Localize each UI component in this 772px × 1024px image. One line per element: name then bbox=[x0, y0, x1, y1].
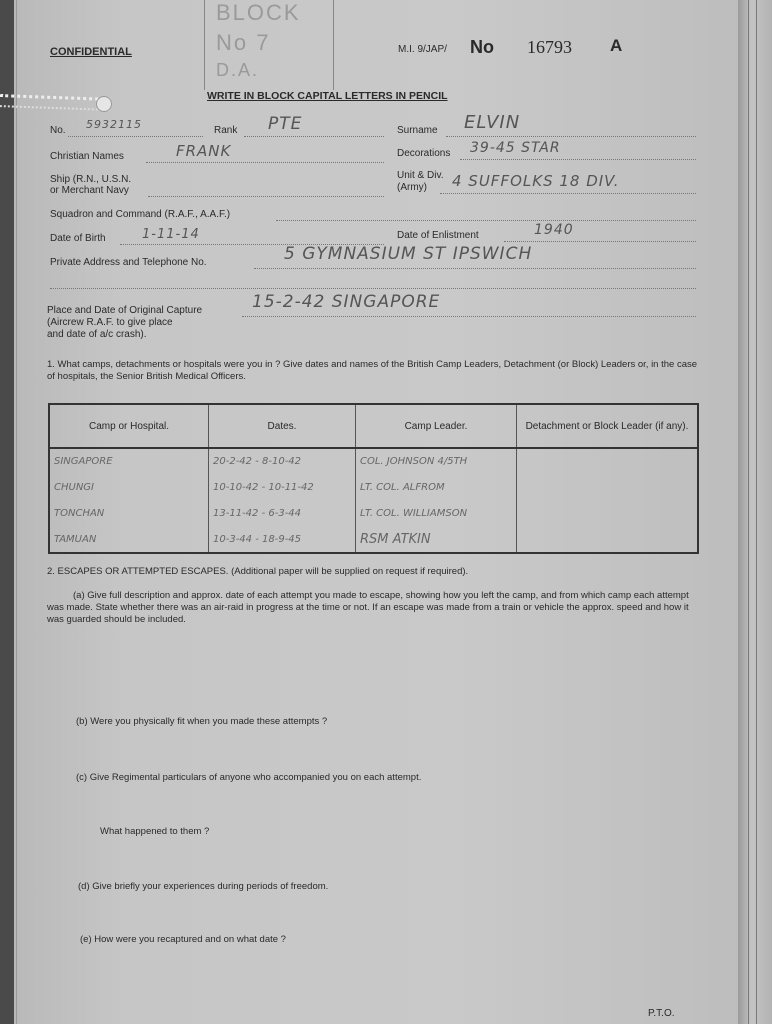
capture-label: Place and Date of Original Capture bbox=[47, 305, 203, 316]
unit-label-2: (Army) bbox=[397, 182, 427, 193]
page-edge bbox=[748, 0, 749, 1024]
camps-table bbox=[48, 403, 699, 554]
confidential-label: CONFIDENTIAL bbox=[50, 46, 132, 58]
question-2-title: 2. ESCAPES OR ATTEMPTED ESCAPES. (Additional paper will be supplied on request if required). bbox=[47, 566, 469, 577]
detachment-cell bbox=[517, 500, 699, 526]
leader-cell: RSM ATKIN bbox=[356, 526, 517, 553]
question-1: 1. What camps, detachments or hospitals were you in ? Give dates and names of the British Camp Leaders, Detachment (or Block) Leaders or, in the case of hospitals, the Senior British Medical Officers. bbox=[47, 359, 698, 382]
table-row bbox=[49, 475, 698, 501]
question-2c-followup: What happened to them ? bbox=[100, 826, 210, 837]
unit-value: 4 SUFFOLKS 18 DIV. bbox=[452, 172, 620, 190]
underlying-sheet bbox=[738, 0, 772, 1024]
address-label: Private Address and Telephone No. bbox=[50, 257, 207, 268]
dates-cell: 10-10-42 - 10-11-42 bbox=[209, 475, 356, 501]
dates-cell: 13-11-42 - 6-3-44 bbox=[209, 500, 356, 526]
question-2a: (a) Give full description and approx. date of each attempt you made to escape, showing how you left the camp, and from which camp each attempt was made. State whether there was an air-raid in progress at the time or not. If an escape was made from a train or vehicle the approx. speed and how it was guarded should be included. bbox=[47, 590, 689, 625]
surname-label: Surname bbox=[397, 125, 438, 136]
page-edge bbox=[16, 0, 17, 1024]
stamp-line: D.A. bbox=[216, 60, 260, 80]
dob-label: Date of Birth bbox=[50, 233, 106, 244]
instruction-heading: WRITE IN BLOCK CAPITAL LETTERS IN PENCIL bbox=[207, 90, 448, 102]
no-label: No bbox=[470, 37, 494, 57]
camp-cell: SINGAPORE bbox=[49, 448, 209, 475]
dates-cell: 20-2-42 - 8-10-42 bbox=[209, 448, 356, 475]
surname-value: ELVIN bbox=[464, 112, 521, 133]
pto-label: P.T.O. bbox=[648, 1008, 675, 1019]
col-camp-header: Camp or Hospital. bbox=[49, 404, 209, 448]
question-2d: (d) Give briefly your experiences during periods of freedom. bbox=[78, 881, 329, 892]
squadron-label: Squadron and Command (R.A.F., A.A.F.) bbox=[50, 209, 231, 220]
camp-cell: TONCHAN bbox=[49, 500, 209, 526]
christian-names-value: FRANK bbox=[176, 142, 232, 160]
form-number: 16793 bbox=[527, 37, 572, 57]
capture-label-3: and date of a/c crash). bbox=[47, 329, 147, 340]
enlistment-label: Date of Enlistment bbox=[397, 230, 479, 241]
mi9-ref: M.I. 9/JAP/ bbox=[398, 44, 447, 55]
leader-cell: COL. JOHNSON 4/5TH bbox=[356, 448, 517, 475]
form-series: A bbox=[610, 36, 623, 55]
table-row bbox=[49, 448, 698, 475]
dob-value: 1-11-14 bbox=[142, 227, 200, 242]
rank-value: PTE bbox=[268, 114, 303, 134]
christian-names-label: Christian Names bbox=[50, 151, 124, 162]
question-2e: (e) How were you recaptured and on what date ? bbox=[80, 934, 286, 945]
question-2b: (b) Were you physically fit when you made these attempts ? bbox=[76, 716, 328, 727]
unit-label: Unit & Div. bbox=[397, 170, 444, 181]
col-detachment-header: Detachment or Block Leader (if any). bbox=[517, 404, 699, 448]
enlistment-value: 1940 bbox=[534, 222, 574, 238]
capture-label-2: (Aircrew R.A.F. to give place bbox=[47, 317, 173, 328]
camp-cell: TAMUAN bbox=[49, 526, 209, 553]
table-row bbox=[49, 526, 698, 553]
detachment-cell bbox=[517, 526, 699, 553]
rank-label: Rank bbox=[214, 125, 238, 136]
no-field-value: 5932115 bbox=[86, 118, 142, 131]
table-row bbox=[49, 500, 698, 526]
address-value: 5 GYMNASIUM ST IPSWICH bbox=[284, 244, 533, 264]
col-leader-header: Camp Leader. bbox=[356, 404, 517, 448]
leader-cell: LT. COL. ALFROM bbox=[356, 475, 517, 501]
decorations-value: 39-45 STAR bbox=[470, 140, 561, 156]
no-field-label: No. bbox=[50, 125, 66, 136]
decorations-label: Decorations bbox=[397, 148, 451, 159]
page-edge bbox=[756, 0, 757, 1024]
ship-label-2: or Merchant Navy bbox=[50, 185, 129, 196]
ship-label: Ship (R.N., U.S.N. bbox=[50, 174, 132, 185]
stamp-line: No 7 bbox=[216, 30, 271, 55]
detachment-cell bbox=[517, 448, 699, 475]
stamp-line: BLOCK bbox=[216, 0, 301, 25]
punch-hole bbox=[96, 96, 112, 112]
camp-cell: CHUNGI bbox=[49, 475, 209, 501]
capture-value: 15-2-42 SINGAPORE bbox=[252, 292, 441, 312]
leader-cell: LT. COL. WILLIAMSON bbox=[356, 500, 517, 526]
detachment-cell bbox=[517, 475, 699, 501]
col-dates-header: Dates. bbox=[209, 404, 356, 448]
question-2c: (c) Give Regimental particulars of anyone who accompanied you on each attempt. bbox=[76, 772, 422, 783]
dates-cell: 10-3-44 - 18-9-45 bbox=[209, 526, 356, 553]
